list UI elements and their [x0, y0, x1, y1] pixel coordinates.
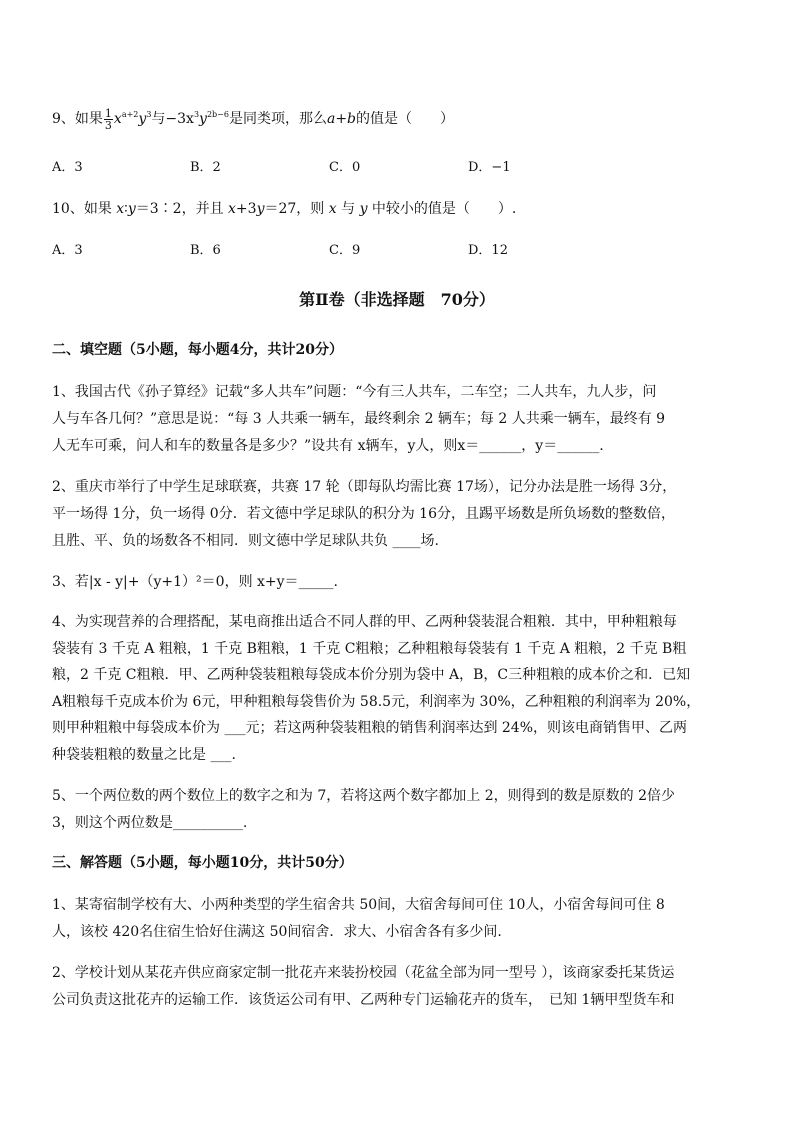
q9-prefix: 9、如果	[52, 111, 103, 127]
q9-fraction: $\frac{1}{3}$	[104, 106, 112, 132]
solve-q2-line-1: 2、学校计划从某花卉供应商家定制一批花卉来装扮校园（花盆全部为同一型号 ），该商家委托某货运	[52, 965, 675, 981]
q9-option-c[interactable]: C．0	[329, 160, 361, 175]
fill-q5-line-1: 5、一个两位数的两个数位上的数字之和为 7，若将这两个数字都加上 2，则得到的数是原数的 2倍少	[52, 788, 675, 804]
fill-q4-line-5: 则甲种粗粮中每袋成本价为 ___元；若这两种袋装粗粮的销售利润率达到 24%，则该电商销售甲、乙两	[52, 720, 688, 736]
q10-option-a[interactable]: A．3	[52, 243, 83, 258]
q9-option-d[interactable]: D．−1	[468, 160, 511, 175]
solve-q2-line-2: 公司负责这批花卉的运输工作．该货运公司有甲、乙两种专门运输花卉的货车， 已知 1辆甲型货车和	[52, 992, 675, 1008]
fill-q1-line-2: 人与车各几何？”意思是说：“每 3 人共乘一辆车，最终剩余 2 辆车；每 2 人共乘一辆车，最终有 9	[52, 411, 666, 427]
q9-option-a[interactable]: A．3	[52, 160, 83, 175]
q10-option-b[interactable]: B．6	[190, 243, 221, 258]
volume-2-title: 第Ⅱ卷（非选择题 70分）	[299, 290, 495, 309]
solve-q1-line-2: 人，该校 420名住宿生恰好住满这 50间宿舍．求大、小宿舍各有多少间.	[52, 924, 502, 940]
fill-q4-line-1: 4、为实现营养的合理搭配，某电商推出适合不同人群的甲、乙两种袋装混合粗粮．其中，甲种粗粮每	[52, 614, 677, 630]
solve-q1-line-1: 1、某寄宿制学校有大、小两种类型的学生宿舍共 50间，大宿舍每间可住 10人，小宿舍每间可住 8	[52, 897, 665, 913]
fill-q5-line-2: 3，则这个两位数是__________.	[52, 815, 248, 831]
fill-q1-line-3: 人无车可乘，问人和车的数量各是多少？”设共有 x辆车，y人，则x＝______，y＝______.	[52, 438, 604, 454]
fill-q2-line-3: 且胜、平、负的场数各不相同．则文德中学足球队共负 ____场.	[52, 533, 439, 549]
section-2-heading: 二、填空题（5小题，每小题4分，共计20分）	[52, 342, 343, 358]
fill-q3: 3、若|x - y|+（y+1）²＝0，则 x+y＝_____.	[52, 574, 339, 590]
q9-option-b[interactable]: B．2	[190, 160, 221, 175]
question-10: 10、如果 x∶y＝3∶2，并且 x+3y＝27，则 x 与 y 中较小的值是（ ）.	[52, 201, 517, 217]
fill-q4-line-3: 粮，2 千克 C粗粮．甲、乙两种袋装粗粮每袋成本价分别为袋中 A，B，C三种粗粮的成本价之和．已知	[52, 667, 691, 683]
fill-q1-line-1: 1、我国古代《孙子算经》记载“多人共车”问题：“今有三人共车，二车空；二人共车，九人步，问	[52, 384, 657, 400]
fill-q4-line-6: 种袋装粗粮的数量之比是 ___.	[52, 747, 236, 763]
fill-q2-line-1: 2、重庆市举行了中学生足球联赛，共赛 17 轮（即每队均需比赛 17场），记分办法是胜一场得 3分，	[52, 479, 677, 495]
section-3-heading: 三、解答题（5小题，每小题10分，共计50分）	[52, 855, 353, 871]
fill-q4-line-4: A粗粮每千克成本价为 6元，甲种粗粮每袋售价为 58.5元，利润率为 30%，乙种粗粮的利润率为 20%，	[52, 694, 701, 710]
question-9: 9、如果 $\frac{1}{3}$ $x^{a+2}y^3$与$-3x^3y^{2b-6}$是同类项，那么a+b的值是（ ）	[52, 106, 455, 132]
q10-option-c[interactable]: C．9	[329, 243, 361, 258]
fill-q4-line-2: 袋装有 3 千克 A 粗粮，1 千克 B粗粮，1 千克 C粗粮；乙种粗粮每袋装有 1 千克 A 粗粮，2 千克 B粗	[52, 641, 687, 657]
fill-q2-line-2: 平一场得 1分，负一场得 0分．若文德中学足球队的积分为 16分，且踢平场数是所负场数的整数倍，	[52, 506, 675, 522]
q10-option-d[interactable]: D．12	[468, 243, 508, 258]
